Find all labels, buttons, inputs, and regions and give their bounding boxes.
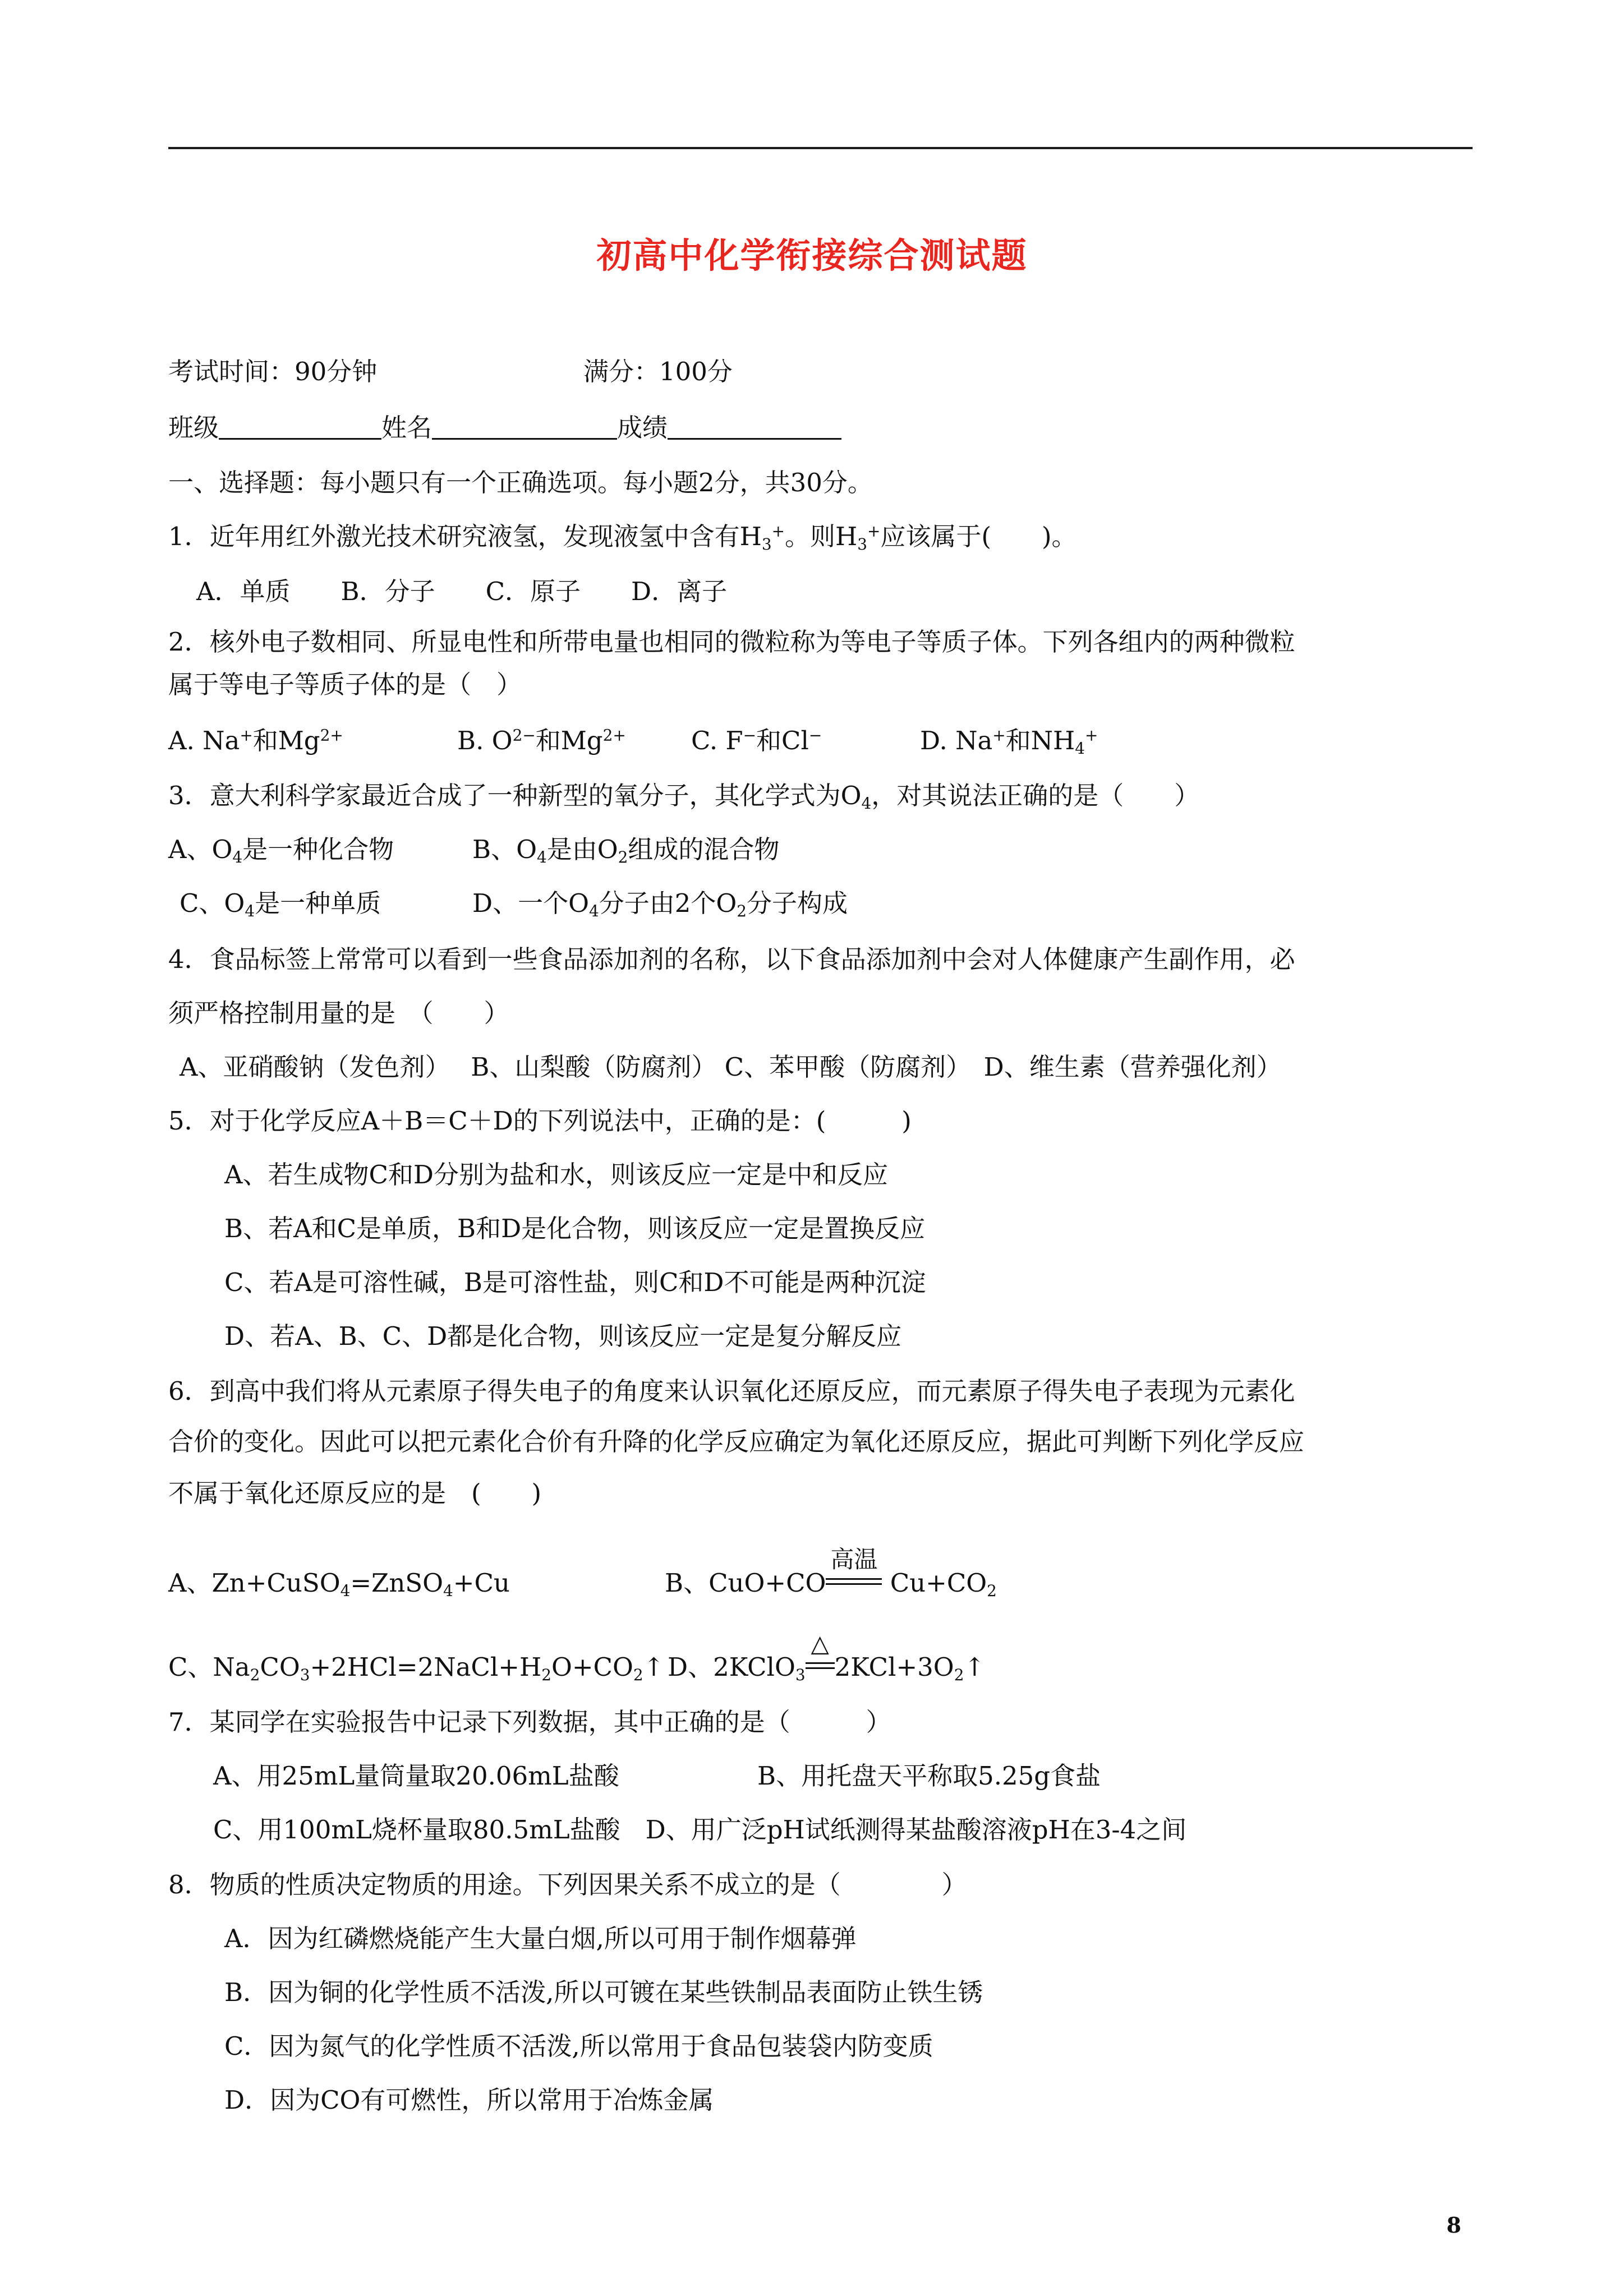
section-heading: 一、选择题：每小题只有一个正确选项。每小题2分，共30分。 <box>168 468 873 497</box>
heat-condition: △ <box>806 1654 835 1680</box>
name-label: 姓名 <box>381 413 433 442</box>
question-2-option-b: B. $O^{2-}$和$Mg^{2+}$ <box>457 726 626 755</box>
question-2-option-a: A. Na+和$Mg^{2+}$ <box>168 726 343 755</box>
question-4-stem-line2: 须严格控制用量的是 （ ） <box>168 998 509 1028</box>
full-score: 满分：100分 <box>583 357 733 386</box>
question-5-option-b: B、若A和C是单质，B和D是化合物，则该反应一定是置换反应 <box>224 1214 926 1243</box>
question-6-option-b: B、CuO+CO 高温 $Cu+CO_2$ <box>665 1546 997 1600</box>
question-7-option-c-d: C、用100mL烧杯量取80.5mL盐酸 D、用广泛pH试纸测得某盐酸溶液pH在3-4之间 <box>213 1815 1187 1845</box>
question-5-option-c: C、若A是可溶性碱，B是可溶性盐，则C和D不可能是两种沉淀 <box>224 1267 926 1297</box>
page-title: 初高中化学衔接综合测试题 <box>596 235 1028 276</box>
page-number: 8 <box>1446 2212 1461 2238</box>
question-8-option-b: B．因为铜的化学性质不活泼,所以可镀在某些铁制品表面防止铁生锈 <box>224 1977 983 2007</box>
question-1-options: A．单质 B．分子 C．原子 D．离子 <box>196 577 728 606</box>
question-6-option-d: D、2KClO$_3$ △ $2KCl+3O_2↑$ <box>668 1630 986 1684</box>
header-rule <box>168 147 1473 149</box>
question-4-stem-line1: 4．食品标签上常常可以看到一些食品添加剂的名称，以下食品添加剂中会对人体健康产生副作用，必 <box>168 944 1295 974</box>
question-6-stem-line3: 不属于氧化还原反应的是 ( ) <box>168 1478 542 1508</box>
question-5-stem: 5．对于化学反应A＋B＝C＋D的下列说法中，正确的是：( ) <box>168 1106 912 1136</box>
question-2-option-d: D. Na+和$NH_4^+$ <box>920 726 1098 758</box>
question-8-option-d: D．因为CO有可燃性，所以常用于冶炼金属 <box>224 2085 714 2115</box>
high-temperature-condition: 高温 <box>826 1570 882 1596</box>
name-blank[interactable] <box>432 416 617 440</box>
question-3-option-b: B、$O_4$是由$O_2$组成的混合物 <box>472 835 780 866</box>
question-6-option-a: A、Zn+CuSO$_4$=ZnSO$_4$+Cu <box>168 1568 510 1600</box>
question-3-option-c: C、$O_4$是一种单质 <box>180 888 381 920</box>
question-5-option-d: D、若A、B、C、D都是化合物，则该反应一定是复分解反应 <box>224 1321 902 1351</box>
grade-label: 成绩 <box>617 413 668 442</box>
question-2-stem-line2: 属于等电子等质子体的是（ ） <box>168 670 522 699</box>
question-8-option-c: C．因为氮气的化学性质不活泼,所以常用于食品包装袋内防变质 <box>224 2031 933 2061</box>
question-3-option-a: A、$O_4$是一种化合物 <box>168 835 394 866</box>
question-5-option-a: A、若生成物C和D分别为盐和水，则该反应一定是中和反应 <box>224 1160 889 1190</box>
question-7-option-b: B、用托盘天平称取5.25g食盐 <box>757 1761 1101 1791</box>
question-2-option-c: C. F−和Cl− <box>691 726 822 755</box>
question-8-stem: 8．物质的性质决定物质的用途。下列因果关系不成立的是（ ） <box>168 1870 967 1899</box>
question-4-options: A、亚硝酸钠（发色剂） B、山梨酸（防腐剂） C、苯甲酸（防腐剂） D、维生素（营养强化剂） <box>180 1052 1282 1082</box>
grade-blank[interactable] <box>668 416 841 440</box>
exam-time: 考试时间：90分钟 <box>168 357 378 386</box>
question-6-option-c: C、$Na_2CO_3+2HCl=2NaCl+H_2O+CO_2↑$ <box>168 1652 665 1684</box>
question-3-option-d: D、一个$O_4$分子由2个$O_2$分子构成 <box>472 888 848 920</box>
question-3-stem: 3．意大利科学家最近合成了一种新型的氧分子，其化学式为$O_4$，对其说法正确的是（ ） <box>168 781 1200 813</box>
question-8-option-a: A．因为红磷燃烧能产生大量白烟,所以可用于制作烟幕弹 <box>224 1924 857 1953</box>
student-info-row <box>168 415 841 440</box>
class-label: 班级 <box>168 413 219 442</box>
question-7-option-a: A、用25mL量筒量取20.06mL盐酸 <box>213 1761 619 1791</box>
question-6-stem-line1: 6．到高中我们将从元素原子得失电子的角度来认识氧化还原反应，而元素原子得失电子表现为元素化 <box>168 1376 1295 1406</box>
class-blank[interactable] <box>219 416 381 440</box>
question-1-stem: 1．近年用红外激光技术研究液氢，发现液氢中含有$H_3^+$。则$H_3^+$应该属于( )。 <box>168 522 1077 554</box>
question-7-stem: 7．某同学在实验报告中记录下列数据，其中正确的是（ ） <box>168 1707 891 1737</box>
question-2-stem-line1: 2．核外电子数相同、所显电性和所带电量也相同的微粒称为等电子等质子体。下列各组内的两种微粒 <box>168 627 1295 657</box>
question-6-stem-line2: 合价的变化。因此可以把元素化合价有升降的化学反应确定为氧化还原反应，据此可判断下列化学反应 <box>168 1427 1305 1456</box>
